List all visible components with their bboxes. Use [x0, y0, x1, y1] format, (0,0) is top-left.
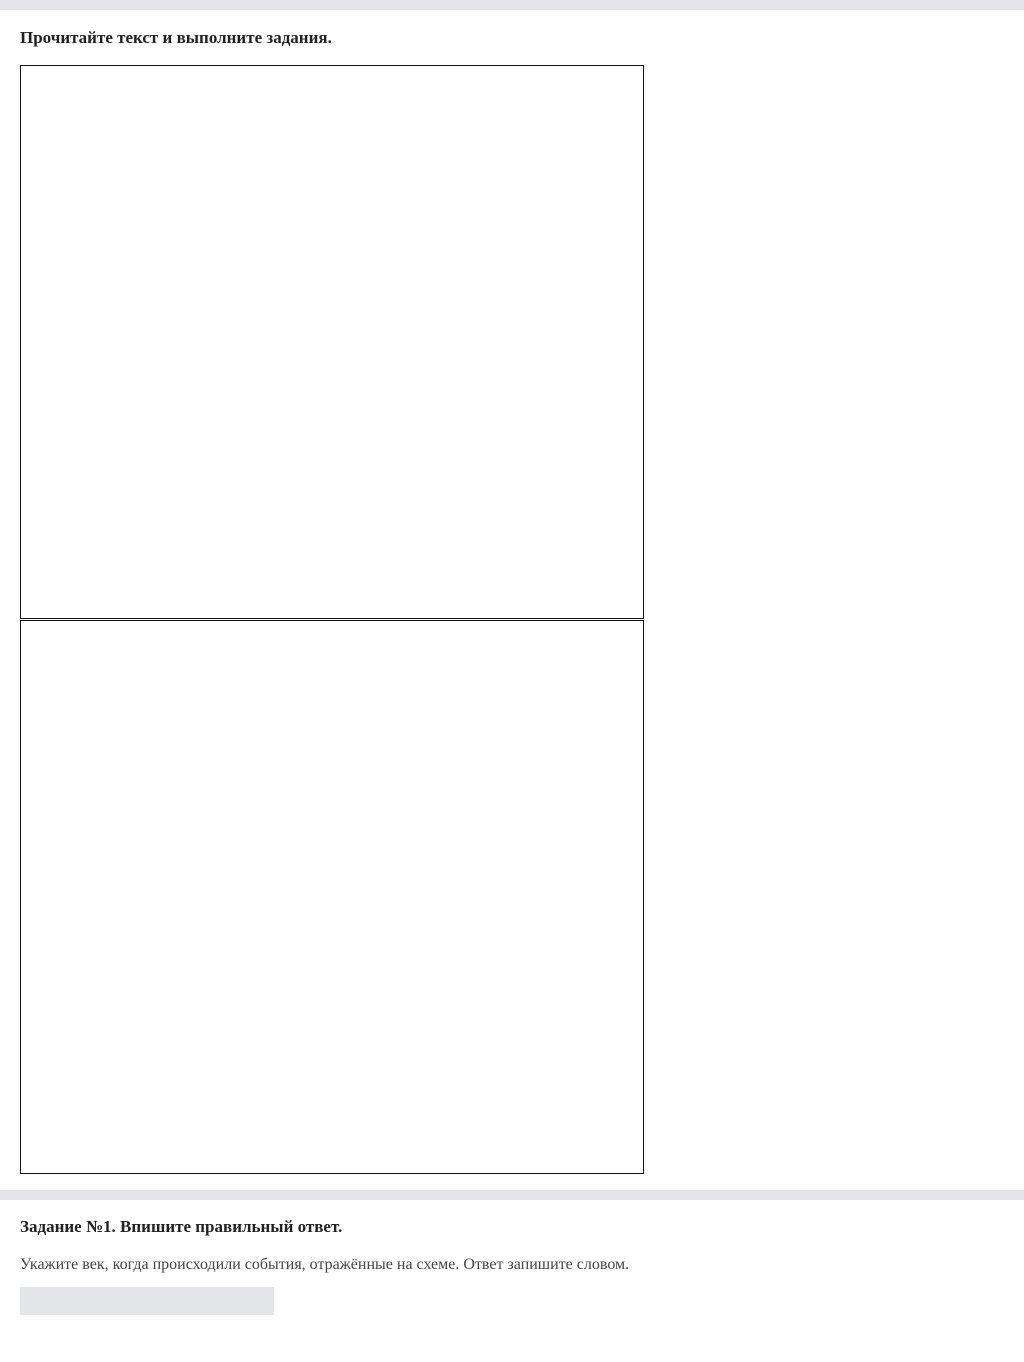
task-title: Задание №1. Впишите правильный ответ. [20, 1217, 343, 1236]
task-text: Укажите век, когда происходили события, отражённые на схеме. Ответ запишите словом. [20, 1256, 630, 1273]
map-1 [20, 65, 644, 619]
section-divider [0, 1190, 1024, 1200]
map-background [21, 66, 644, 619]
intro-text: Прочитайте текст и выполните задания. [20, 28, 332, 47]
map-background [21, 621, 644, 1174]
top-divider [0, 0, 1024, 10]
answer-input[interactable] [20, 1287, 274, 1315]
map-2 [20, 620, 644, 1174]
